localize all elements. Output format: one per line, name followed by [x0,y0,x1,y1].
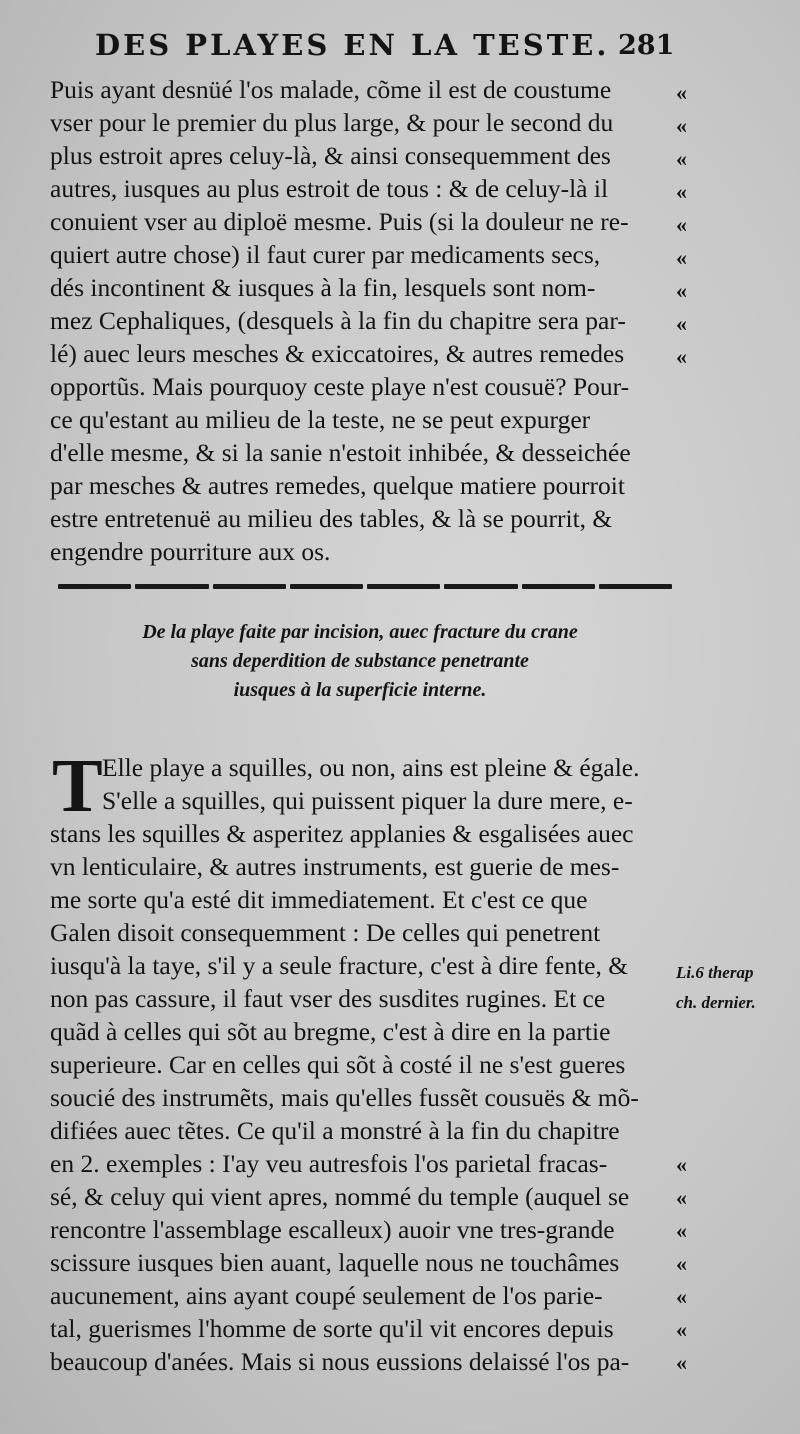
heading-line: iusques à la superficie interne. [233,679,487,701]
quote-mark: « [676,80,687,105]
text-line: S'elle a squilles, qui puissent piquer la dure mere, e- [102,786,633,815]
quote-mark: « [676,179,687,204]
quote-mark: « [676,1317,687,1342]
rule-segment [599,584,672,589]
text-line: dés incontinent & iusques à la fin, lesquels sont nom- [50,273,596,302]
paragraph-2 [50,751,675,1378]
text-line: en 2. exemples : I'ay veu autresfois l'os parietal fracas- [50,1149,608,1178]
section-separator-rule [58,584,672,590]
text-line: sé, & celuy qui vient apres, nommé du temple (auquel se [50,1182,630,1211]
quote-mark: « [676,1218,687,1243]
text-line: quiert autre chose) il faut curer par medicaments secs, [50,240,601,269]
text-line: beaucoup d'anées. Mais si nous eussions delaissé l'os pa- [50,1347,630,1376]
rule-segment [135,584,208,589]
text-line: vn lenticulaire, & autres instruments, est guerie de mes- [50,852,620,881]
quote-mark: « [676,1251,687,1276]
text-line: scissure iusques bien auant, laquelle nous ne touchâmes [50,1248,620,1277]
text-line: soucié des instrumẽts, mais qu'elles fussẽt cousuës & mõ- [50,1083,639,1112]
running-head: DES PLAYES EN LA TESTE. [95,28,610,62]
quote-mark: « [676,212,687,237]
text-line: engendre pourriture aux os. [50,537,331,566]
text-line: me sorte qu'a esté dit immediatement. Et c'est ce que [50,885,588,914]
quotation-marks-column [676,1148,706,1379]
heading-line: sans deperdition de substance penetrante [191,650,529,672]
text-line: par mesches & autres remedes, quelque matiere pourroit [50,471,625,500]
text-line: quãd à celles qui sõt au bregme, c'est à dire en la partie [50,1017,611,1046]
page-number: 281 [618,30,675,61]
text-line: stans les squilles & asperitez applanies & esgalisées auec [50,819,634,848]
text-line: difiées auec tẽtes. Ce qu'il a monstré à la fin du chapitre [50,1116,620,1145]
text-line: d'elle mesme, & si la sanie n'estoit inhibée, & desseichée [50,438,631,467]
text-line: ce qu'estant au milieu de la teste, ne se peut expurger [50,405,591,434]
rule-segment [522,584,595,589]
text-line: lé) auec leurs mesches & exiccatoires, & autres remedes [50,339,625,368]
quote-mark: « [676,311,687,336]
text-line: aucunement, ains ayant coupé seulement de l'os parie- [50,1281,603,1310]
heading-line: De la playe faite par incision, auec fracture du crane [142,621,578,643]
margin-note [676,958,800,1018]
quote-mark: « [676,1284,687,1309]
text-line: Galen disoit consequemment : De celles qui penetrent [50,918,601,947]
text-line: superieure. Car en celles qui sõt à costé il ne s'est gueres [50,1050,626,1079]
rule-segment [367,584,440,589]
drop-cap: T [52,744,103,828]
quote-mark: « [676,344,687,369]
margin-note-line: ch. dernier. [676,993,756,1012]
margin-note-line: Li.6 therap [676,963,754,982]
text-line: plus estroit apres celuy-là, & ainsi consequemment des [50,141,611,170]
quote-mark: « [676,1350,687,1375]
text-line: conuient vser au diploë mesme. Puis (si la douleur ne re- [50,207,629,236]
paragraph-1 [50,73,675,568]
rule-segment [290,584,363,589]
rule-segment [58,584,131,589]
text-line: Puis ayant desnüé l'os malade, cõme il est de coustume [50,75,612,104]
text-line: opportũs. Mais pourquoy ceste playe n'est cousuë? Pour- [50,372,630,401]
quote-mark: « [676,245,687,270]
quote-mark: « [676,146,687,171]
text-line: vser pour le premier du plus large, & pour le second du [50,108,614,137]
text-line: mez Cephaliques, (desquels à la fin du chapitre sera par- [50,306,626,335]
text-line: rencontre l'assemblage escalleux) auoir vne tres-grande [50,1215,615,1244]
text-line: estre entretenuë au milieu des tables, & là se pourrit, & [50,504,613,533]
quote-mark: « [676,278,687,303]
quotation-marks-column [676,76,706,373]
quote-mark: « [676,1185,687,1210]
quote-mark: « [676,113,687,138]
text-line: tal, guerismes l'homme de sorte qu'il vit encores depuis [50,1314,614,1343]
text-line: autres, iusques au plus estroit de tous : & de celuy-là il [50,174,609,203]
text-line: non pas cassure, il faut vser des susdites rugines. Et ce [50,984,606,1013]
text-line: iusqu'à la taye, s'il y a seule fracture, c'est à dire fente, & [50,951,629,980]
section-heading [80,618,640,705]
text-line: Elle playe a squilles, ou non, ains est pleine & égale. [102,753,640,782]
quote-mark: « [676,1152,687,1177]
rule-segment [444,584,517,589]
rule-segment [213,584,286,589]
